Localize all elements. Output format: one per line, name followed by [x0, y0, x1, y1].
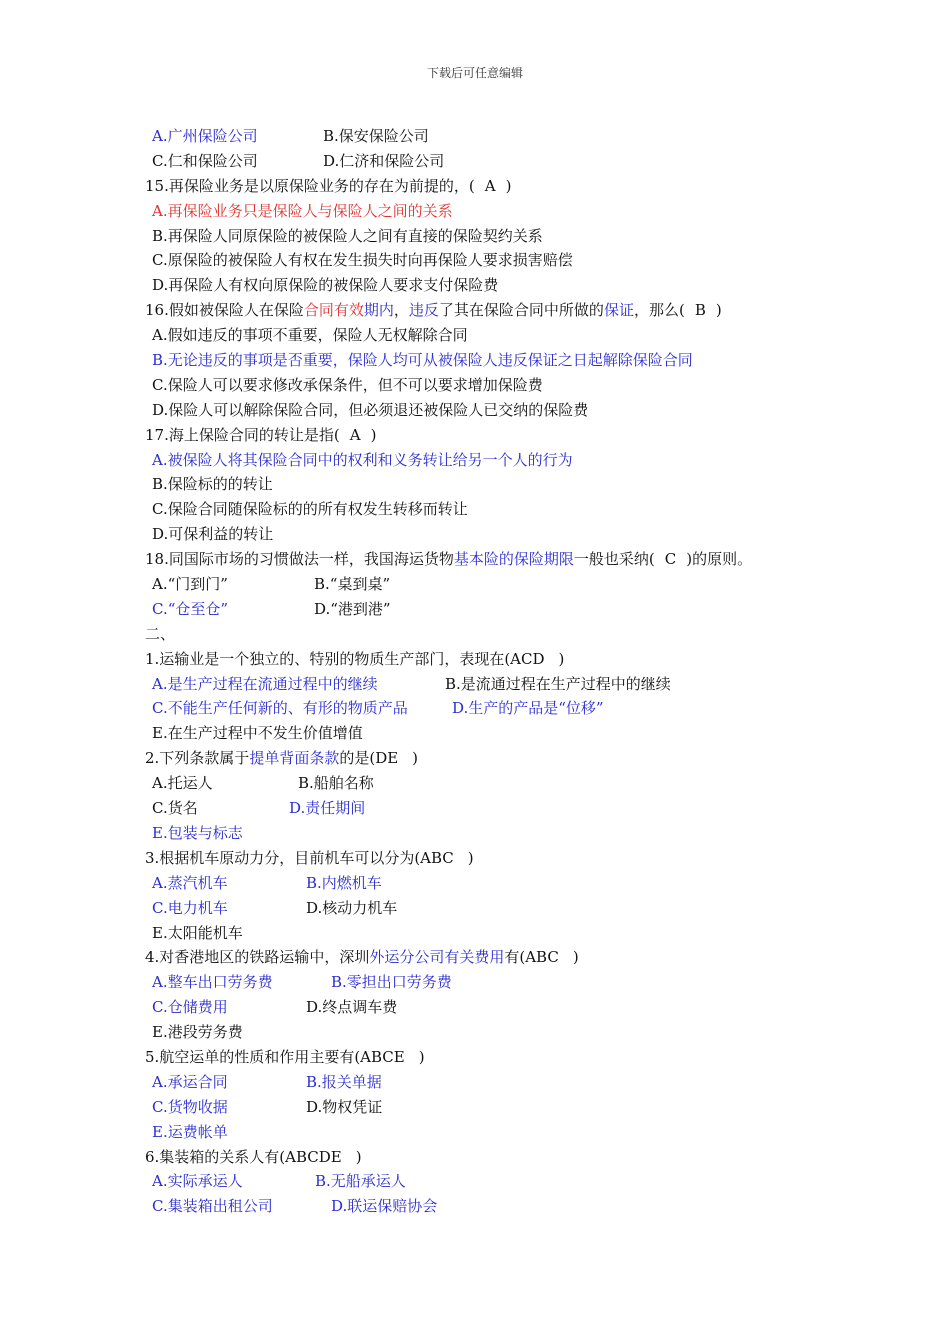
document-body [145, 124, 905, 1219]
m2-highlight: 提单背面条款 [249, 749, 340, 768]
m2-stem: 2.下列条款属于提单背面条款的是(DE ) [145, 749, 419, 768]
q16-option-c: C.保险人可以要求修改承保条件，但不可以要求增加保险费 [152, 375, 543, 394]
q14-option-d: D.仁济和保险公司 [323, 151, 445, 170]
m6-options-row-2 [145, 1194, 905, 1219]
m2-answer: DE [375, 749, 399, 768]
m3-option-d: D.核动力机车 [306, 898, 398, 917]
q18-option-b: B.“桌到桌” [314, 575, 391, 594]
m3-options-row-2 [145, 896, 905, 921]
q17-option-a: A.被保险人将其保险合同中的权利和义务转让给另一个人的行为 [152, 450, 573, 469]
q16-highlight-contract: 合同有效 [303, 301, 364, 320]
m6-options-row-1 [145, 1169, 905, 1194]
q16-highlight-warranty: 保证 [603, 301, 634, 320]
m5-option-d: D.物权凭证 [306, 1097, 383, 1116]
q16-option-d: D.保险人可以解除保险合同，但必须退还被保险人已交纳的保险费 [152, 400, 589, 419]
m4-option-e: E.港段劳务费 [152, 1023, 243, 1042]
q17-stem: 17.海上保险合同的转让是指( A ) [145, 425, 377, 444]
m5-answer: ABCE [360, 1047, 405, 1066]
m4-highlight: 外运分公司有关费用 [369, 948, 505, 967]
q17-option-b: B.保险标的的转让 [152, 475, 273, 494]
m2-options-row-2 [145, 796, 905, 821]
m4-options-row-1 [145, 970, 905, 995]
q16-answer: B [694, 301, 706, 320]
m4-option-c: C.仓储费用 [152, 998, 228, 1017]
m5-stem: 5.航空运单的性质和作用主要有(ABCE ) [145, 1047, 425, 1066]
m5-option-e: E.运费帐单 [152, 1122, 228, 1141]
m1-option-d: D.生产的产品是“位移” [452, 699, 604, 718]
m6-option-c: C.集装箱出租公司 [152, 1197, 273, 1216]
q16-stem: 16.假如被保险人在保险合同有效期内，违反了其在保险合同中所做的保证，那么( B ) [145, 301, 722, 320]
q16-option-a: A.假如违反的事项不重要，保险人无权解除合同 [152, 326, 468, 345]
q18-options-row-1 [145, 572, 905, 597]
q14-options-row-1 [145, 124, 905, 149]
m3-option-a: A.蒸汽机车 [152, 873, 228, 892]
q18-highlight: 基本险的保险期限 [453, 550, 574, 569]
q15-option-a: A.再保险业务只是保险人与保险人之间的关系 [152, 201, 453, 220]
q18-option-c: C.“仓至仓” [152, 599, 229, 618]
q15-stem: 15.再保险业务是以原保险业务的存在为前提的，( A ) [145, 176, 512, 195]
m3-answer: ABC [420, 848, 454, 867]
section-heading: 二、 [145, 624, 176, 643]
m6-option-a: A.实际承运人 [152, 1172, 243, 1191]
m4-option-b: B.零担出口劳务费 [331, 973, 452, 992]
q14-option-a: A.广州保险公司 [152, 127, 258, 145]
m2-option-a: A.托运人 [152, 774, 213, 793]
m3-option-b: B.内燃机车 [306, 873, 382, 892]
q17-option-d: D.可保利益的转让 [152, 525, 274, 544]
page-header: 下载后可任意编辑 [426, 66, 523, 80]
m2-option-b: B.船舶名称 [298, 774, 374, 793]
m2-option-d: D.责任期间 [289, 799, 366, 818]
q14-option-b: B.保安保险公司 [323, 127, 429, 145]
q15-option-d: D.再保险人有权向原保险的被保险人要求支付保险费 [152, 276, 499, 295]
q18-option-d: D.“港到港” [314, 599, 391, 618]
q15-answer: A [484, 176, 496, 195]
m1-option-b: B.是流通过程在生产过程中的继续 [445, 674, 671, 693]
q16-highlight-breach: 违反 [408, 301, 439, 320]
m3-stem: 3.根据机车原动力分，目前机车可以分为(ABC ) [145, 848, 474, 867]
m1-options-row-1 [145, 672, 905, 697]
q15-option-b: B.再保险人同原保险的被保险人之间有直接的保险契约关系 [152, 226, 543, 245]
q18-answer: C [664, 550, 677, 569]
m6-answer: ABCDE [285, 1147, 342, 1166]
m2-options-row-1 [145, 771, 905, 796]
q15-option-c: C.原保险的被保险人有权在发生损失时向再保险人要求损害赔偿 [152, 251, 573, 270]
m3-option-c: C.电力机车 [152, 898, 228, 917]
m1-answer: ACD [510, 649, 545, 668]
q14-option-c: C.仁和保险公司 [152, 151, 258, 170]
m6-stem: 6.集装箱的关系人有(ABCDE ) [145, 1147, 362, 1166]
m1-option-c: C.不能生产任何新的、有形的物质产品 [152, 699, 408, 718]
q18-stem: 18.同国际市场的习惯做法一样，我国海运货物基本险的保险期限一般也采纳( C )的原则。 [145, 550, 753, 569]
m5-option-b: B.报关单据 [306, 1072, 382, 1091]
m4-option-a: A.整车出口劳务费 [152, 973, 273, 992]
m4-stem: 4.对香港地区的铁路运输中，深圳外运分公司有关费用有(ABC ) [145, 948, 579, 967]
m3-options-row-1 [145, 871, 905, 896]
q18-option-a: A.“门到门” [152, 575, 228, 594]
m6-option-d: D.联运保赔协会 [331, 1197, 438, 1216]
q18-options-row-2 [145, 597, 905, 622]
m2-option-c: C.货名 [152, 799, 198, 818]
m3-option-e: E.太阳能机车 [152, 923, 243, 942]
m1-stem: 1.运输业是一个独立的、特别的物质生产部门，表现在(ACD ) [145, 649, 565, 668]
m2-option-e: E.包装与标志 [152, 823, 243, 842]
m4-options-row-2 [145, 995, 905, 1020]
q16-option-b: B.无论违反的事项是否重要，保险人均可从被保险人违反保证之日起解除保险合同 [152, 351, 693, 370]
m5-option-a: A.承运合同 [152, 1072, 228, 1091]
m4-option-d: D.终点调车费 [306, 998, 398, 1017]
m1-options-row-2 [145, 696, 905, 721]
m5-option-c: C.货物收据 [152, 1097, 228, 1116]
m1-option-e: E.在生产过程中不发生价值增值 [152, 724, 363, 743]
q14-options-row-2 [145, 149, 905, 174]
m6-option-b: B.无船承运人 [315, 1172, 406, 1191]
m5-options-row-1 [145, 1070, 905, 1095]
m5-options-row-2 [145, 1095, 905, 1120]
q17-option-c: C.保险合同随保险标的的所有权发生转移而转让 [152, 500, 468, 519]
q17-answer: A [349, 425, 361, 444]
m4-answer: ABC [525, 948, 559, 967]
m1-option-a: A.是生产过程在流通过程中的继续 [152, 674, 378, 693]
